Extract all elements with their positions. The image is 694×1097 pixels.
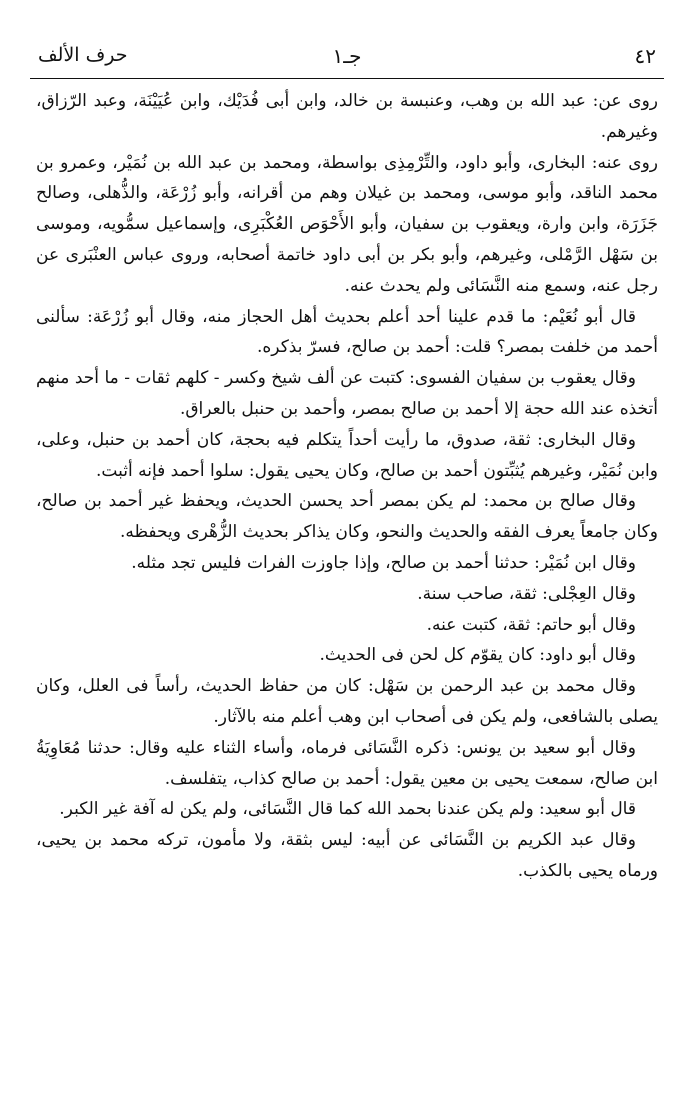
- paragraph: وقال أبو حاتم: ثقة، كتبت عنه.: [426, 614, 636, 635]
- paragraph-narrated-from: روى عن: عبد الله بن وهب، وعنبسة بن خالد، وابن أبى فُدَيْك، وابن عُيَيْنَة، وعبد الرّزاق، وغيرهم.: [36, 91, 658, 142]
- section-title: حرف الألف: [38, 44, 128, 66]
- paragraph: وقال أبو سعيد بن يونس: ذكره النَّسَائى فرماه، وأساء الثناء عليه وقال: حدثنا مُعَاوِيَةُ ابن صالح، سمعت يحيى بن معين يقول: أحمد بن صالح كذاب، يتفلسف.: [36, 737, 658, 789]
- paragraph: وقال العِجْلى: ثقة، صاحب سنة.: [417, 583, 636, 604]
- paragraph: قال أبو سعيد: ولم يكن عندنا بحمد الله كما قال النَّسَائى، ولم يكن له آفة غير الكبر.: [59, 799, 636, 820]
- paragraph: وقال يعقوب بن سفيان الفسوى: كتبت عن ألف شيخ وكسر - كلهم ثقات - ما أحد منهم أتخذه عند الله حجة إلا أحمد بن صالح بمصر، وأحمد بن حنبل بالعراق.: [36, 368, 658, 419]
- paragraph: وقال أبو داود: كان يقوّم كل لحن فى الحديث.: [319, 645, 636, 666]
- paragraph: قال أبو نُعَيْم: ما قدم علينا أحد أعلم بحديث أهل الحجاز منه، وقال أبو زُرْعَة: سألنى أحمد من خلفت بمصر؟ قلت: أحمد بن صالح، فسرّ بذكره.: [36, 306, 658, 358]
- page-header: [30, 40, 664, 79]
- paragraph: وقال ابن نُمَيْر: حدثنا أحمد بن صالح، وإذا جاوزت الفرات فليس تجد مثله.: [131, 552, 636, 573]
- page-body: [36, 86, 658, 887]
- paragraph: وقال البخارى: ثقة، صدوق، ما رأيت أحداً يتكلم فيه بحجة، كان أحمد بن حنبل، وعلى، وابن نُمَيْر، وغيرهم يُثبِّتون أحمد بن صالح، وكان يحيى يقول: سلوا أحمد فإنه أثبت.: [36, 429, 658, 481]
- paragraph: وقال صالح بن محمد: لم يكن بمصر أحد يحسن الحديث، ويحفظ غير أحمد بن صالح، وكان جامعاً يعرف الفقه والحديث والنحو، وكان يذاكر بحديث الزُّهْرى ويحفظه.: [36, 491, 658, 543]
- volume-label: جـ١: [332, 44, 362, 68]
- paragraph: وقال محمد بن عبد الرحمن بن سَهْل: كان من حفاظ الحديث، رأساً فى العلل، وكان يصلى بالشافعى، ولم يكن فى أصحاب ابن وهب أعلم منه بالآثار.: [36, 676, 658, 727]
- page-number: ٤٢: [634, 44, 656, 68]
- paragraph: وقال عبد الكريم بن النَّسَائى عن أبيه: ليس بثقة، ولا مأمون، تركه محمد بن يحيى، ورماه يحيى بالكذب.: [36, 830, 658, 881]
- paragraph-narrators: روى عنه: البخارى، وأبو داود، والتِّرْمِذِى بواسطة، ومحمد بن عبد الله بن نُمَيْر، وعمرو بن محمد الناقد، وأبو موسى، ومحمد بن غيلان وهم من أقرانه، وأبو زُرْعَة، والذُّهلى، وصالح جَزَرَة، وابن وارة، ويعقوب بن سفيان، وأبو الأَحْوَص العُكْبَرِى، وإسماعيل سمُّويه، وموسى بن سَهْل الرَّمْلى، وغيرهم، وأبو بكر بن أبى داود خاتمة أصحابه، وروى عباس العنْبَرى عن رجل عنه، وسمع منه النَّسَائى ولم يحدث عنه.: [36, 152, 658, 296]
